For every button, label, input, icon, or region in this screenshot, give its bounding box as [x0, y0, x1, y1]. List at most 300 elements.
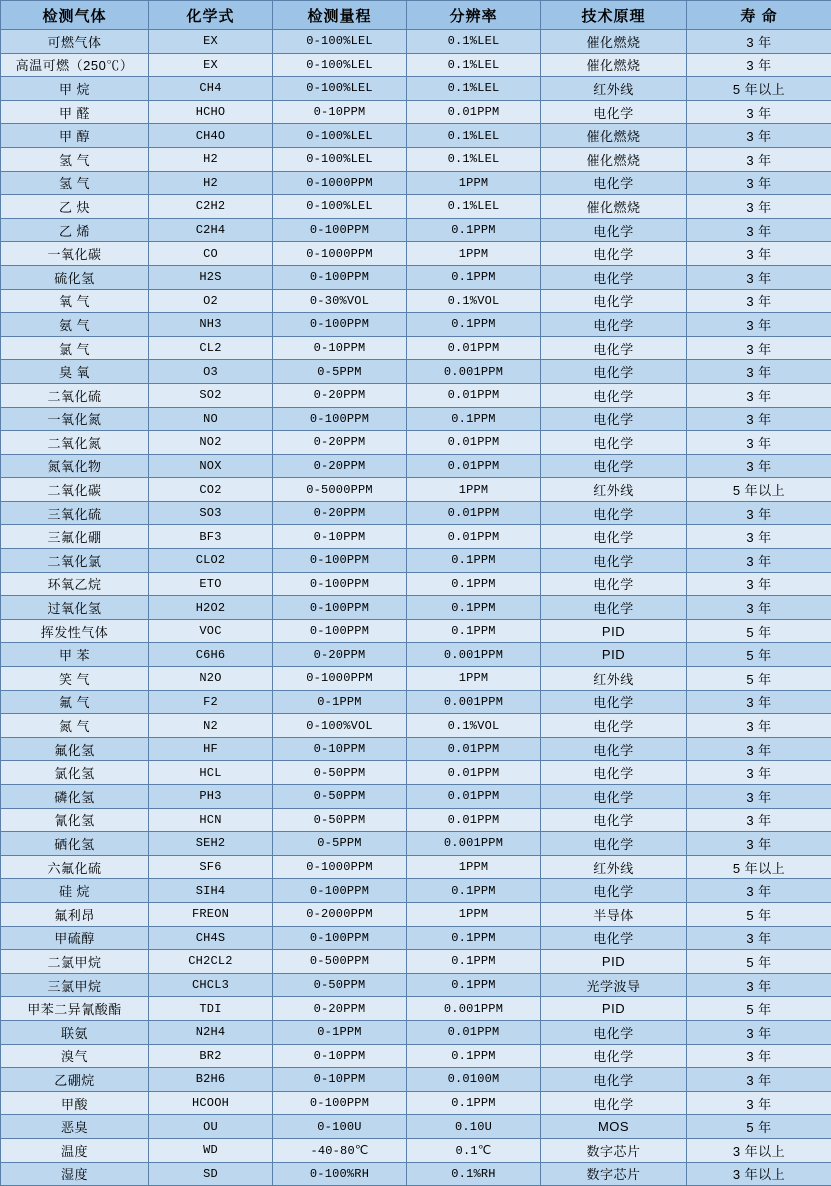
cell-resolution: 0.1PPM [407, 572, 541, 596]
cell-resolution: 1PPM [407, 667, 541, 691]
cell-principle: 电化学 [541, 265, 687, 289]
cell-lifetime: 3 年 [687, 572, 831, 596]
cell-range: -40-80℃ [273, 1138, 407, 1162]
cell-resolution: 0.0100M [407, 1068, 541, 1092]
cell-range: 0-100%RH [273, 1162, 407, 1186]
cell-principle: 电化学 [541, 525, 687, 549]
cell-principle: 电化学 [541, 336, 687, 360]
table-row [1, 218, 831, 242]
cell-principle: 电化学 [541, 501, 687, 525]
table-row [1, 855, 831, 879]
cell-gas: 氯 气 [1, 336, 149, 360]
column-header-range: 检测量程 [273, 1, 407, 30]
table-row [1, 100, 831, 124]
cell-resolution: 0.01PPM [407, 761, 541, 785]
cell-resolution: 0.1PPM [407, 926, 541, 950]
table-row [1, 242, 831, 266]
cell-resolution: 0.01PPM [407, 454, 541, 478]
cell-lifetime: 3 年 [687, 100, 831, 124]
cell-resolution: 0.1%LEL [407, 147, 541, 171]
cell-gas: 二氧化硫 [1, 383, 149, 407]
cell-gas: 恶臭 [1, 1115, 149, 1139]
table-row [1, 690, 831, 714]
cell-lifetime: 3 年 [687, 1068, 831, 1092]
header-row [1, 1, 831, 30]
cell-principle: 电化学 [541, 171, 687, 195]
cell-principle: 红外线 [541, 478, 687, 502]
cell-resolution: 0.01PPM [407, 737, 541, 761]
cell-lifetime: 3 年 [687, 407, 831, 431]
cell-resolution: 0.1PPM [407, 879, 541, 903]
table-row [1, 879, 831, 903]
cell-formula: CHCL3 [149, 973, 273, 997]
cell-lifetime: 3 年 [687, 218, 831, 242]
table-row [1, 1115, 831, 1139]
cell-principle: 电化学 [541, 832, 687, 856]
cell-lifetime: 3 年 [687, 454, 831, 478]
cell-principle: 电化学 [541, 1091, 687, 1115]
cell-range: 0-100%LEL [273, 53, 407, 77]
cell-gas: 六氟化硫 [1, 855, 149, 879]
cell-lifetime: 3 年以上 [687, 1138, 831, 1162]
cell-principle: 电化学 [541, 808, 687, 832]
cell-formula: CO [149, 242, 273, 266]
table-row [1, 407, 831, 431]
table-row [1, 1044, 831, 1068]
cell-gas: 硒化氢 [1, 832, 149, 856]
table-row [1, 454, 831, 478]
table-row [1, 171, 831, 195]
cell-gas: 挥发性气体 [1, 619, 149, 643]
cell-range: 0-500PPM [273, 950, 407, 974]
cell-principle: 电化学 [541, 690, 687, 714]
cell-principle: 电化学 [541, 431, 687, 455]
cell-gas: 可燃气体 [1, 30, 149, 54]
cell-range: 0-1000PPM [273, 171, 407, 195]
cell-gas: 臭 氧 [1, 360, 149, 384]
table-row [1, 525, 831, 549]
cell-principle: 电化学 [541, 737, 687, 761]
cell-lifetime: 3 年 [687, 171, 831, 195]
cell-range: 0-20PPM [273, 431, 407, 455]
cell-range: 0-20PPM [273, 643, 407, 667]
cell-formula: BF3 [149, 525, 273, 549]
table-row [1, 336, 831, 360]
cell-gas: 硫化氢 [1, 265, 149, 289]
cell-gas: 联氨 [1, 1020, 149, 1044]
cell-range: 0-100PPM [273, 1091, 407, 1115]
table-row [1, 737, 831, 761]
column-header-resolution: 分辨率 [407, 1, 541, 30]
cell-gas: 氧 气 [1, 289, 149, 313]
cell-formula: HCHO [149, 100, 273, 124]
cell-lifetime: 5 年 [687, 950, 831, 974]
cell-formula: FREON [149, 902, 273, 926]
table-row [1, 1068, 831, 1092]
cell-range: 0-5PPM [273, 832, 407, 856]
cell-formula: SD [149, 1162, 273, 1186]
cell-principle: 数字芯片 [541, 1162, 687, 1186]
table-row [1, 572, 831, 596]
cell-gas: 甲酸 [1, 1091, 149, 1115]
cell-formula: BR2 [149, 1044, 273, 1068]
cell-formula: HCN [149, 808, 273, 832]
cell-formula: CLO2 [149, 549, 273, 573]
cell-principle: 电化学 [541, 360, 687, 384]
cell-formula: N2H4 [149, 1020, 273, 1044]
table-row [1, 195, 831, 219]
cell-resolution: 0.1%LEL [407, 124, 541, 148]
cell-principle: PID [541, 950, 687, 974]
cell-formula: H2 [149, 171, 273, 195]
cell-principle: 电化学 [541, 1020, 687, 1044]
cell-formula: TDI [149, 997, 273, 1021]
cell-principle: 电化学 [541, 785, 687, 809]
cell-resolution: 0.1PPM [407, 265, 541, 289]
table-row [1, 1020, 831, 1044]
cell-principle: 催化燃烧 [541, 53, 687, 77]
cell-gas: 湿度 [1, 1162, 149, 1186]
cell-principle: 电化学 [541, 407, 687, 431]
cell-principle: 电化学 [541, 454, 687, 478]
cell-formula: SEH2 [149, 832, 273, 856]
cell-range: 0-20PPM [273, 501, 407, 525]
column-header-formula: 化学式 [149, 1, 273, 30]
cell-lifetime: 5 年 [687, 1115, 831, 1139]
cell-formula: C2H2 [149, 195, 273, 219]
cell-principle: PID [541, 643, 687, 667]
cell-principle: 红外线 [541, 667, 687, 691]
cell-gas: 甲硫醇 [1, 926, 149, 950]
cell-principle: 数字芯片 [541, 1138, 687, 1162]
cell-formula: NO [149, 407, 273, 431]
cell-principle: 电化学 [541, 596, 687, 620]
cell-range: 0-1PPM [273, 690, 407, 714]
cell-resolution: 1PPM [407, 902, 541, 926]
table-row [1, 714, 831, 738]
cell-range: 0-20PPM [273, 454, 407, 478]
table-row [1, 30, 831, 54]
cell-lifetime: 3 年 [687, 53, 831, 77]
cell-gas: 一氧化氮 [1, 407, 149, 431]
table-row [1, 761, 831, 785]
table-row [1, 501, 831, 525]
cell-gas: 二氧化碳 [1, 478, 149, 502]
cell-gas: 氯化氢 [1, 761, 149, 785]
cell-formula: N2O [149, 667, 273, 691]
cell-gas: 氢 气 [1, 171, 149, 195]
cell-principle: 催化燃烧 [541, 147, 687, 171]
cell-range: 0-100PPM [273, 926, 407, 950]
cell-range: 0-100%LEL [273, 147, 407, 171]
cell-formula: EX [149, 53, 273, 77]
cell-resolution: 0.1%LEL [407, 77, 541, 101]
table-row [1, 147, 831, 171]
cell-range: 0-10PPM [273, 1068, 407, 1092]
cell-lifetime: 5 年 [687, 643, 831, 667]
table-row [1, 926, 831, 950]
cell-lifetime: 3 年 [687, 973, 831, 997]
cell-resolution: 1PPM [407, 171, 541, 195]
cell-range: 0-100%VOL [273, 714, 407, 738]
cell-lifetime: 5 年以上 [687, 478, 831, 502]
cell-resolution: 1PPM [407, 242, 541, 266]
cell-resolution: 0.01PPM [407, 525, 541, 549]
cell-principle: 电化学 [541, 714, 687, 738]
cell-formula: H2 [149, 147, 273, 171]
cell-gas: 环氧乙烷 [1, 572, 149, 596]
cell-gas: 氢 气 [1, 147, 149, 171]
cell-formula: SIH4 [149, 879, 273, 903]
cell-lifetime: 3 年 [687, 549, 831, 573]
cell-resolution: 0.1PPM [407, 619, 541, 643]
cell-formula: H2O2 [149, 596, 273, 620]
cell-formula: N2 [149, 714, 273, 738]
cell-gas: 甲 烷 [1, 77, 149, 101]
cell-resolution: 0.1%RH [407, 1162, 541, 1186]
table-row [1, 643, 831, 667]
cell-lifetime: 3 年 [687, 879, 831, 903]
table-body [1, 30, 831, 1186]
cell-resolution: 0.1PPM [407, 549, 541, 573]
cell-resolution: 0.01PPM [407, 808, 541, 832]
cell-lifetime: 3 年 [687, 265, 831, 289]
cell-gas: 硅 烷 [1, 879, 149, 903]
cell-range: 0-20PPM [273, 997, 407, 1021]
cell-lifetime: 5 年以上 [687, 855, 831, 879]
cell-principle: MOS [541, 1115, 687, 1139]
cell-resolution: 0.1PPM [407, 1044, 541, 1068]
cell-formula: H2S [149, 265, 273, 289]
cell-principle: 电化学 [541, 572, 687, 596]
cell-principle: 电化学 [541, 242, 687, 266]
cell-lifetime: 3 年 [687, 785, 831, 809]
cell-principle: PID [541, 619, 687, 643]
cell-resolution: 0.1℃ [407, 1138, 541, 1162]
table-row [1, 808, 831, 832]
cell-formula: NH3 [149, 313, 273, 337]
cell-range: 0-100PPM [273, 879, 407, 903]
cell-formula: SO3 [149, 501, 273, 525]
cell-gas: 氟 气 [1, 690, 149, 714]
cell-gas: 氨 气 [1, 313, 149, 337]
cell-gas: 甲苯二异氰酸酯 [1, 997, 149, 1021]
cell-range: 0-100%LEL [273, 195, 407, 219]
table-row [1, 950, 831, 974]
cell-formula: O2 [149, 289, 273, 313]
cell-gas: 二氯甲烷 [1, 950, 149, 974]
cell-lifetime: 3 年 [687, 383, 831, 407]
cell-formula: C2H4 [149, 218, 273, 242]
cell-resolution: 0.1PPM [407, 1091, 541, 1115]
cell-range: 0-10PPM [273, 1044, 407, 1068]
cell-gas: 氟利昂 [1, 902, 149, 926]
cell-resolution: 0.1%LEL [407, 53, 541, 77]
cell-gas: 甲 醛 [1, 100, 149, 124]
table-header [1, 1, 831, 30]
cell-principle: 半导体 [541, 902, 687, 926]
column-header-lifetime: 寿 命 [687, 1, 831, 30]
cell-gas: 乙 烯 [1, 218, 149, 242]
cell-resolution: 0.001PPM [407, 360, 541, 384]
cell-range: 0-100%LEL [273, 124, 407, 148]
table-row [1, 478, 831, 502]
cell-range: 0-1000PPM [273, 855, 407, 879]
cell-resolution: 0.001PPM [407, 997, 541, 1021]
cell-resolution: 0.01PPM [407, 431, 541, 455]
cell-resolution: 1PPM [407, 855, 541, 879]
cell-principle: 红外线 [541, 77, 687, 101]
table-row [1, 596, 831, 620]
cell-resolution: 0.01PPM [407, 1020, 541, 1044]
cell-principle: 电化学 [541, 313, 687, 337]
cell-formula: NO2 [149, 431, 273, 455]
cell-range: 0-100PPM [273, 596, 407, 620]
cell-principle: 电化学 [541, 926, 687, 950]
cell-lifetime: 3 年 [687, 596, 831, 620]
cell-formula: CH4 [149, 77, 273, 101]
cell-formula: B2H6 [149, 1068, 273, 1092]
cell-formula: CH4O [149, 124, 273, 148]
cell-principle: 电化学 [541, 761, 687, 785]
cell-range: 0-50PPM [273, 761, 407, 785]
cell-resolution: 0.1PPM [407, 218, 541, 242]
cell-formula: C6H6 [149, 643, 273, 667]
cell-gas: 三氯甲烷 [1, 973, 149, 997]
table-row [1, 619, 831, 643]
cell-resolution: 0.01PPM [407, 383, 541, 407]
cell-lifetime: 3 年 [687, 761, 831, 785]
cell-resolution: 1PPM [407, 478, 541, 502]
cell-lifetime: 3 年 [687, 431, 831, 455]
cell-range: 0-2000PPM [273, 902, 407, 926]
cell-principle: 电化学 [541, 879, 687, 903]
cell-range: 0-100PPM [273, 218, 407, 242]
cell-resolution: 0.001PPM [407, 643, 541, 667]
cell-principle: 电化学 [541, 289, 687, 313]
cell-resolution: 0.01PPM [407, 785, 541, 809]
table-row [1, 431, 831, 455]
cell-range: 0-100PPM [273, 407, 407, 431]
cell-lifetime: 3 年 [687, 195, 831, 219]
cell-lifetime: 3 年 [687, 1091, 831, 1115]
cell-lifetime: 3 年 [687, 714, 831, 738]
table-row [1, 785, 831, 809]
cell-principle: 电化学 [541, 383, 687, 407]
cell-formula: SO2 [149, 383, 273, 407]
cell-formula: HCL [149, 761, 273, 785]
table-row [1, 313, 831, 337]
cell-resolution: 0.1PPM [407, 596, 541, 620]
cell-gas: 磷化氢 [1, 785, 149, 809]
cell-resolution: 0.10U [407, 1115, 541, 1139]
table-row [1, 265, 831, 289]
cell-principle: 催化燃烧 [541, 195, 687, 219]
cell-gas: 甲 醇 [1, 124, 149, 148]
cell-gas: 溴气 [1, 1044, 149, 1068]
cell-range: 0-10PPM [273, 100, 407, 124]
cell-formula: O3 [149, 360, 273, 384]
cell-range: 0-1PPM [273, 1020, 407, 1044]
cell-lifetime: 3 年 [687, 30, 831, 54]
cell-gas: 氮氧化物 [1, 454, 149, 478]
cell-principle: 催化燃烧 [541, 124, 687, 148]
cell-lifetime: 3 年 [687, 289, 831, 313]
cell-principle: 电化学 [541, 100, 687, 124]
cell-formula: NOX [149, 454, 273, 478]
cell-lifetime: 3 年 [687, 124, 831, 148]
cell-range: 0-100%LEL [273, 30, 407, 54]
cell-resolution: 0.01PPM [407, 100, 541, 124]
cell-resolution: 0.1PPM [407, 973, 541, 997]
table-row [1, 1138, 831, 1162]
cell-resolution: 0.1PPM [407, 950, 541, 974]
cell-gas: 氮 气 [1, 714, 149, 738]
cell-principle: 电化学 [541, 1044, 687, 1068]
cell-formula: HF [149, 737, 273, 761]
cell-formula: EX [149, 30, 273, 54]
cell-range: 0-30%VOL [273, 289, 407, 313]
cell-range: 0-100PPM [273, 549, 407, 573]
cell-gas: 氟化氢 [1, 737, 149, 761]
cell-gas: 三氧化硫 [1, 501, 149, 525]
cell-range: 0-10PPM [273, 525, 407, 549]
cell-formula: CO2 [149, 478, 273, 502]
cell-formula: VOC [149, 619, 273, 643]
table-row [1, 53, 831, 77]
cell-lifetime: 3 年 [687, 525, 831, 549]
cell-resolution: 0.1%LEL [407, 30, 541, 54]
cell-lifetime: 5 年 [687, 902, 831, 926]
cell-resolution: 0.001PPM [407, 690, 541, 714]
cell-range: 0-10PPM [273, 336, 407, 360]
table-row [1, 289, 831, 313]
cell-range: 0-1000PPM [273, 667, 407, 691]
cell-principle: 电化学 [541, 549, 687, 573]
cell-gas: 乙 炔 [1, 195, 149, 219]
cell-principle: 光学波导 [541, 973, 687, 997]
cell-resolution: 0.001PPM [407, 832, 541, 856]
cell-gas: 甲 苯 [1, 643, 149, 667]
cell-range: 0-10PPM [273, 737, 407, 761]
cell-lifetime: 3 年 [687, 147, 831, 171]
cell-range: 0-100PPM [273, 572, 407, 596]
cell-lifetime: 3 年 [687, 926, 831, 950]
cell-lifetime: 3 年 [687, 1044, 831, 1068]
table-row [1, 1091, 831, 1115]
cell-gas: 氰化氢 [1, 808, 149, 832]
cell-formula: SF6 [149, 855, 273, 879]
cell-range: 0-100PPM [273, 265, 407, 289]
cell-formula: OU [149, 1115, 273, 1139]
cell-lifetime: 3 年以上 [687, 1162, 831, 1186]
cell-range: 0-20PPM [273, 383, 407, 407]
table-row [1, 77, 831, 101]
cell-gas: 三氟化硼 [1, 525, 149, 549]
cell-resolution: 0.1%LEL [407, 195, 541, 219]
cell-lifetime: 3 年 [687, 360, 831, 384]
column-header-principle: 技术原理 [541, 1, 687, 30]
cell-formula: ETO [149, 572, 273, 596]
table-row [1, 360, 831, 384]
cell-formula: CL2 [149, 336, 273, 360]
table-row [1, 1162, 831, 1186]
cell-resolution: 0.1PPM [407, 407, 541, 431]
cell-lifetime: 5 年 [687, 997, 831, 1021]
cell-resolution: 0.01PPM [407, 336, 541, 360]
cell-principle: 催化燃烧 [541, 30, 687, 54]
cell-lifetime: 5 年 [687, 667, 831, 691]
